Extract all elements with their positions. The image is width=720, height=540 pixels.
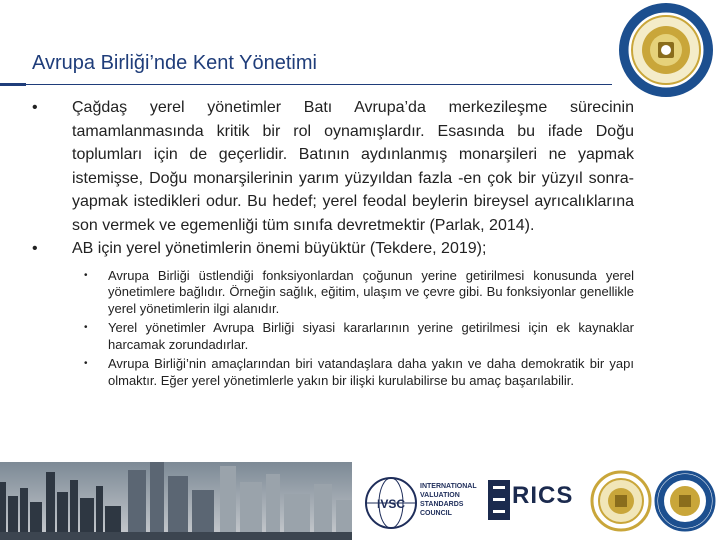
sub-bullet-list [84, 267, 634, 390]
slide-title: Avrupa Birliği’nde Kent Yönetimi [32, 52, 317, 74]
ivsc-globe-icon [364, 476, 418, 530]
ivsc-logo [364, 472, 484, 530]
bullet-marker: • [32, 99, 38, 116]
sub-bullet-marker: • [84, 269, 88, 281]
footer-banner [0, 462, 720, 540]
university-seal-small-logo [590, 470, 652, 532]
sub-bullet-text: Avrupa Birliği üstlendiği fonksiyonlardan çoğunun yerine getirilmesi konusunda yerel yönetimlere bağlıdır. Örneğin sağlık, eğitim, ulaşım ve çevre gibi. Bu fonksiyonlar genellikle yerel yönetimlerin ilgi alanıdır. [108, 267, 634, 316]
sub-bullet-text: Avrupa Birliği’nin amaçlarından biri vatandaşlara daha yakın ve daha demokratik bir yapı olmaktır. Eğer yerel yönetimlerle yakın bir ilişki kurulabilirse bu amaç başarılabilir. [108, 356, 634, 388]
ivsc-name: INTERNATIONAL VALUATION STANDARDS COUNCIL [420, 483, 477, 517]
bullet-item [30, 237, 634, 261]
rics-wordmark: RICS [512, 482, 574, 509]
city-skyline-image [0, 462, 352, 540]
sub-bullet-item [84, 356, 634, 389]
sub-bullet-marker: • [84, 322, 88, 333]
university-seal-blue-logo [654, 470, 716, 532]
rics-emblem-icon [488, 480, 510, 520]
ivsc-mark-text: IVSC [376, 497, 406, 511]
partner-logos [356, 462, 720, 540]
university-seal-logo [618, 2, 714, 98]
title-underline [26, 84, 612, 85]
bullet-text: AB için yerel yönetimlerin önemi büyüktür (Tekdere, 2019); [72, 240, 487, 257]
bullet-text: Çağdaş yerel yönetimler Batı Avrupa’da merkezileşme sürecinin tamamlanmasında kritik bir rol oynamışlardır. Esasında bu ifade Doğu toplumları için de geçerlidir. Batının aydınlanmış monarşileri ne yapmak istemişse, Doğu monarşilerinin yarım yüzyıldan fazla -en çok bir yüzyıl sonra- yapmak istedikleri odur. Bu hedef; yerel feodal beylerin bireysel ayrıcalıklarına son vermek ve egemenliği tüm sınıfa devretmektir (Parlak, 2014). [72, 99, 634, 234]
sub-bullet-item [84, 267, 634, 318]
sub-bullet-marker: • [84, 358, 88, 369]
title-accent-bar [0, 83, 26, 86]
bullet-item [30, 96, 634, 237]
bullet-marker: • [32, 240, 38, 257]
rics-logo [488, 474, 588, 526]
sub-bullet-text: Yerel yönetimler Avrupa Birliği siyasi kararlarının yerine getirilmesi için ek kaynaklar harcamak zorundadırlar. [108, 320, 634, 352]
sub-bullet-item [84, 320, 634, 353]
slide-body [30, 96, 634, 392]
